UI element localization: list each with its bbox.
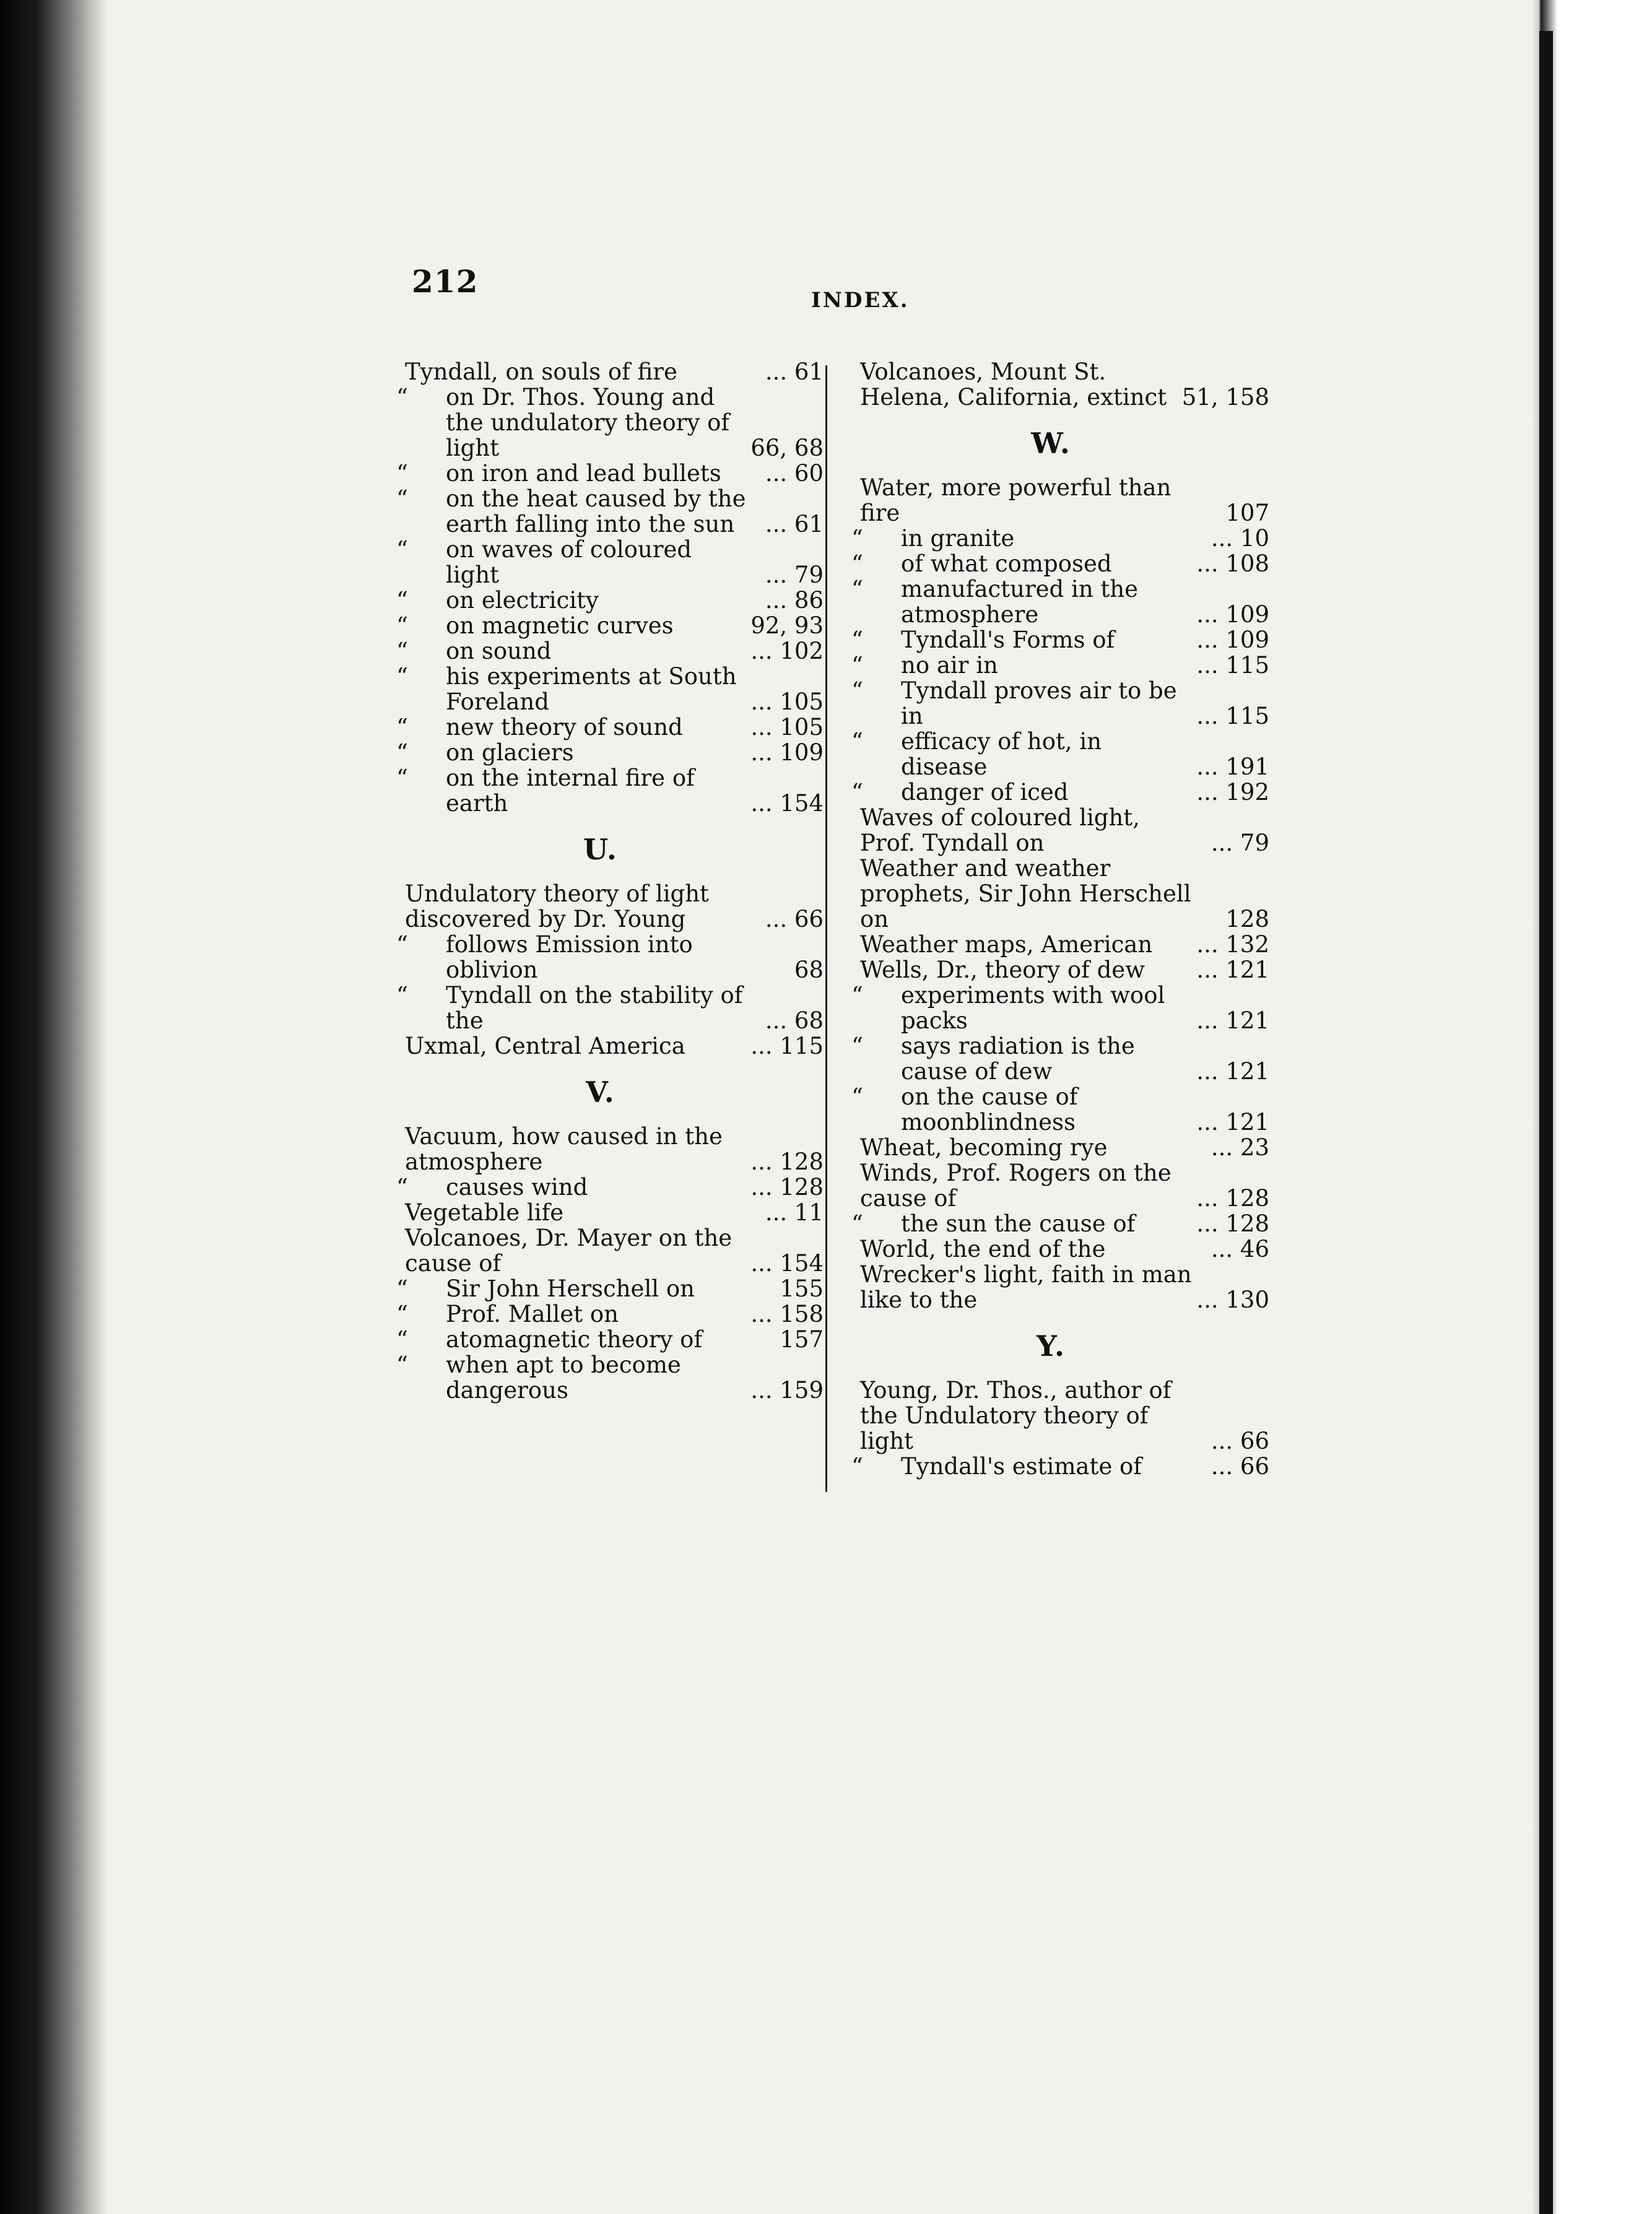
- ditto-mark: “: [851, 728, 863, 755]
- index-subentry: [833, 1454, 1269, 1479]
- index-subentry: [378, 537, 824, 588]
- entry-text: Weather and weather prophets, Sir John Herschell on: [860, 855, 1191, 932]
- index-subentry: [833, 576, 1269, 627]
- index-subentry: [833, 1033, 1269, 1084]
- entry-text: in granite: [901, 525, 1015, 552]
- index-subentry: [378, 1276, 824, 1301]
- index-entry-wells: [833, 957, 1269, 983]
- entry-page: ... 61: [765, 358, 824, 385]
- index-entry-waves: [833, 805, 1269, 856]
- index-subentry: [833, 653, 1269, 678]
- entry-page: ... 46: [1211, 1236, 1269, 1262]
- entry-page: 92, 93: [750, 612, 824, 639]
- entry-page: ... 121: [1196, 1058, 1269, 1085]
- entry-page: ... 108: [1196, 550, 1269, 577]
- index-subentry: [378, 740, 824, 765]
- index-subentry: [378, 1327, 824, 1352]
- entry-text: on the internal fire of earth: [446, 765, 695, 817]
- entry-page: ... 79: [765, 562, 824, 588]
- ditto-mark: “: [396, 1352, 408, 1378]
- index-subentry: [378, 765, 824, 816]
- ditto-mark: “: [396, 739, 408, 766]
- index-entry-vacuum: [378, 1124, 824, 1174]
- entry-text: on electricity: [446, 587, 599, 614]
- entry-page: ... 66: [1211, 1453, 1269, 1480]
- index-entry-weather: [833, 856, 1269, 932]
- index-subentry: [833, 627, 1269, 653]
- entry-page: ... 115: [750, 1033, 824, 1059]
- ditto-mark: “: [396, 485, 408, 512]
- entry-page: 68: [794, 957, 824, 983]
- entry-page: 66, 68: [750, 435, 824, 461]
- ditto-mark: “: [396, 460, 408, 487]
- entry-page: 157: [780, 1326, 824, 1353]
- entry-text: Tyndall, on souls of fire: [405, 358, 677, 385]
- ditto-mark: “: [851, 550, 863, 577]
- entry-text: on Dr. Thos. Young and the undulatory theory of light: [446, 384, 730, 461]
- entry-page: ... 79: [1211, 830, 1269, 856]
- ditto-mark: “: [396, 1174, 408, 1200]
- ditto-mark: “: [396, 536, 408, 563]
- index-entry-winds: [833, 1160, 1269, 1211]
- entry-text: on the heat caused by the earth falling into the sun: [446, 485, 746, 537]
- entry-text: the sun the cause of: [901, 1210, 1136, 1237]
- ditto-mark: “: [396, 1326, 408, 1353]
- entry-text: Uxmal, Central America: [405, 1033, 685, 1059]
- ditto-mark: “: [851, 1210, 863, 1237]
- entry-page: ... 61: [765, 511, 824, 537]
- index-entry-vegetable: [378, 1200, 824, 1225]
- index-subentry: [378, 664, 824, 714]
- entry-text: Tyndall's Forms of: [901, 627, 1115, 653]
- index-subentry: [378, 486, 824, 537]
- entry-page: ... 121: [1196, 1007, 1269, 1034]
- entry-text: Young, Dr. Thos., author of the Undulatory theory of light: [860, 1377, 1172, 1454]
- index-subentry: [378, 1352, 824, 1403]
- ditto-mark: “: [851, 652, 863, 679]
- index-subentry: [833, 526, 1269, 551]
- entry-text: on magnetic curves: [446, 612, 674, 639]
- index-entry-volcanoes: [378, 1225, 824, 1276]
- book-gutter-shadow: [0, 0, 108, 2214]
- entry-text: Vegetable life: [405, 1199, 564, 1226]
- entry-text: Water, more powerful than fire: [860, 474, 1172, 526]
- index-entry-uxmal: [378, 1033, 824, 1059]
- entry-page: 128: [1225, 906, 1269, 932]
- entry-page: ... 11: [765, 1199, 824, 1226]
- entry-text: Wrecker's light, faith in man like to the: [860, 1261, 1192, 1313]
- entry-text: danger of iced: [901, 779, 1069, 805]
- entry-text: on waves of coloured light: [446, 536, 692, 588]
- entry-page: ... 109: [1196, 601, 1269, 628]
- index-entry-tyndall: [378, 359, 824, 384]
- section-letter-y: Y.: [1037, 1329, 1066, 1363]
- index-entry-weather-maps: [833, 932, 1269, 957]
- index-subentry: [378, 983, 824, 1033]
- ditto-mark: “: [396, 587, 408, 614]
- index-subentry: [378, 384, 824, 461]
- entry-text: says radiation is the cause of dew: [901, 1033, 1135, 1085]
- ditto-mark: “: [851, 576, 863, 602]
- entry-page: 155: [780, 1275, 824, 1302]
- ditto-mark: “: [396, 714, 408, 740]
- entry-text: Waves of coloured light, Prof. Tyndall on: [860, 804, 1140, 856]
- index-subentry: [833, 1211, 1269, 1236]
- entry-text: Prof. Mallet on: [446, 1301, 619, 1327]
- index-entry-world: [833, 1236, 1269, 1262]
- entry-page: ... 10: [1211, 525, 1269, 552]
- entry-text: atomagnetic theory of: [446, 1326, 703, 1353]
- entry-page: ... 130: [1196, 1287, 1269, 1313]
- index-entry-young: [833, 1378, 1269, 1454]
- ditto-mark: “: [851, 1083, 863, 1110]
- entry-text: manufactured in the atmosphere: [901, 576, 1139, 628]
- ditto-mark: “: [396, 1301, 408, 1327]
- entry-page: ... 128: [1196, 1210, 1269, 1237]
- index-column-right: [833, 359, 1269, 1479]
- index-subentry: [833, 678, 1269, 729]
- ditto-mark: “: [851, 1033, 863, 1059]
- ditto-mark: “: [396, 663, 408, 690]
- entry-page: ... 159: [750, 1377, 824, 1404]
- entry-text: on iron and lead bullets: [446, 460, 721, 487]
- entry-text: Vacuum, how caused in the atmosphere: [405, 1123, 723, 1175]
- index-subentry: [378, 932, 824, 983]
- entry-text: efficacy of hot, in disease: [901, 728, 1102, 780]
- index-subentry: [833, 729, 1269, 779]
- index-column-left: [378, 359, 824, 1403]
- index-subentry: [378, 1174, 824, 1200]
- entry-page: ... 115: [1196, 652, 1269, 679]
- index-subentry: [378, 638, 824, 664]
- entry-page: ... 68: [765, 1007, 824, 1034]
- entry-text: Tyndall proves air to be in: [901, 677, 1177, 729]
- index-subentry: [833, 1084, 1269, 1135]
- entry-page: 51, 158: [1181, 384, 1269, 410]
- index-subentry: [378, 1301, 824, 1327]
- entry-text: new theory of sound: [446, 714, 683, 740]
- index-subentry: [833, 779, 1269, 805]
- entry-text: Tyndall's estimate of: [901, 1453, 1142, 1480]
- entry-page: ... 102: [750, 638, 824, 664]
- index-entry-water: [833, 475, 1269, 526]
- ditto-mark: “: [851, 627, 863, 653]
- entry-page: ... 154: [750, 1250, 824, 1277]
- page-number: 212: [412, 263, 479, 300]
- entry-page: ... 128: [750, 1148, 824, 1175]
- section-letter-v: V.: [586, 1075, 615, 1109]
- entry-page: ... 60: [765, 460, 824, 487]
- entry-page: ... 128: [1196, 1185, 1269, 1212]
- entry-page: ... 109: [1196, 627, 1269, 653]
- section-letter-w: W.: [1031, 427, 1071, 460]
- entry-page: ... 86: [765, 587, 824, 614]
- entry-text: on sound: [446, 638, 552, 664]
- entry-text: Weather maps, American: [860, 931, 1153, 958]
- entry-page: ... 23: [1211, 1134, 1269, 1161]
- entry-page: ... 105: [750, 688, 824, 715]
- section-letter-u: U.: [583, 833, 618, 866]
- index-subentry: [378, 714, 824, 740]
- entry-text: Sir John Herschell on: [446, 1275, 695, 1302]
- entry-page: ... 66: [1211, 1428, 1269, 1454]
- ditto-mark: “: [851, 525, 863, 552]
- entry-page: ... 109: [750, 739, 824, 766]
- index-subentry: [378, 613, 824, 638]
- entry-text: on the cause of moonblindness: [901, 1083, 1078, 1135]
- entry-page: ... 128: [750, 1174, 824, 1200]
- entry-text: Wheat, becoming rye: [860, 1134, 1108, 1161]
- index-entry-wheat: [833, 1135, 1269, 1160]
- entry-page: 107: [1225, 500, 1269, 526]
- entry-page: ... 158: [750, 1301, 824, 1327]
- ditto-mark: “: [396, 384, 408, 410]
- ditto-mark: “: [396, 982, 408, 1009]
- ditto-mark: “: [851, 779, 863, 805]
- index-subentry: [833, 983, 1269, 1033]
- ditto-mark: “: [396, 765, 408, 791]
- index-subentry: [378, 588, 824, 613]
- index-entry-wrecker: [833, 1262, 1269, 1313]
- entry-text: causes wind: [446, 1174, 588, 1200]
- entry-page: ... 192: [1196, 779, 1269, 805]
- ditto-mark: “: [851, 677, 863, 704]
- entry-text: his experiments at South Foreland: [446, 663, 737, 715]
- index-entry-undulatory: [378, 881, 824, 932]
- entry-text: experiments with wool packs: [901, 982, 1165, 1034]
- entry-text: Volcanoes, Dr. Mayer on the cause of: [405, 1225, 733, 1277]
- entry-page: ... 121: [1196, 957, 1269, 983]
- ditto-mark: “: [396, 931, 408, 958]
- entry-text: follows Emission into oblivion: [446, 931, 693, 983]
- entry-text: World, the end of the: [860, 1236, 1106, 1262]
- entry-text: of what composed: [901, 550, 1112, 577]
- entry-text: Tyndall on the stability of the: [446, 982, 743, 1034]
- ditto-mark: “: [851, 1453, 863, 1480]
- ditto-mark: “: [396, 1275, 408, 1302]
- entry-page: ... 66: [765, 906, 824, 932]
- index-subentry: [378, 461, 824, 486]
- running-head: INDEX.: [811, 288, 910, 313]
- entry-text: on glaciers: [446, 739, 574, 766]
- entry-page: ... 191: [1196, 753, 1269, 780]
- ditto-mark: “: [851, 982, 863, 1009]
- ditto-mark: “: [396, 638, 408, 664]
- right-page-edge-bar: [1539, 31, 1553, 2214]
- entry-text: Undulatory theory of light discovered by Dr. Young: [405, 880, 709, 932]
- entry-page: ... 115: [1196, 703, 1269, 729]
- index-entry-volcanoes-st-helena: [833, 359, 1269, 410]
- entry-page: ... 121: [1196, 1109, 1269, 1135]
- entry-text: Volcanoes, Mount St. Helena, California, extinct: [860, 358, 1167, 410]
- index-subentry: [833, 551, 1269, 576]
- entry-text: no air in: [901, 652, 998, 679]
- entry-text: when apt to become dangerous: [446, 1352, 681, 1404]
- column-divider: [825, 365, 827, 1492]
- entry-page: ... 154: [750, 790, 824, 817]
- ditto-mark: “: [396, 612, 408, 639]
- entry-text: Winds, Prof. Rogers on the cause of: [860, 1160, 1172, 1212]
- entry-page: ... 132: [1196, 931, 1269, 958]
- entry-page: ... 105: [750, 714, 824, 740]
- entry-text: Wells, Dr., theory of dew: [860, 957, 1145, 983]
